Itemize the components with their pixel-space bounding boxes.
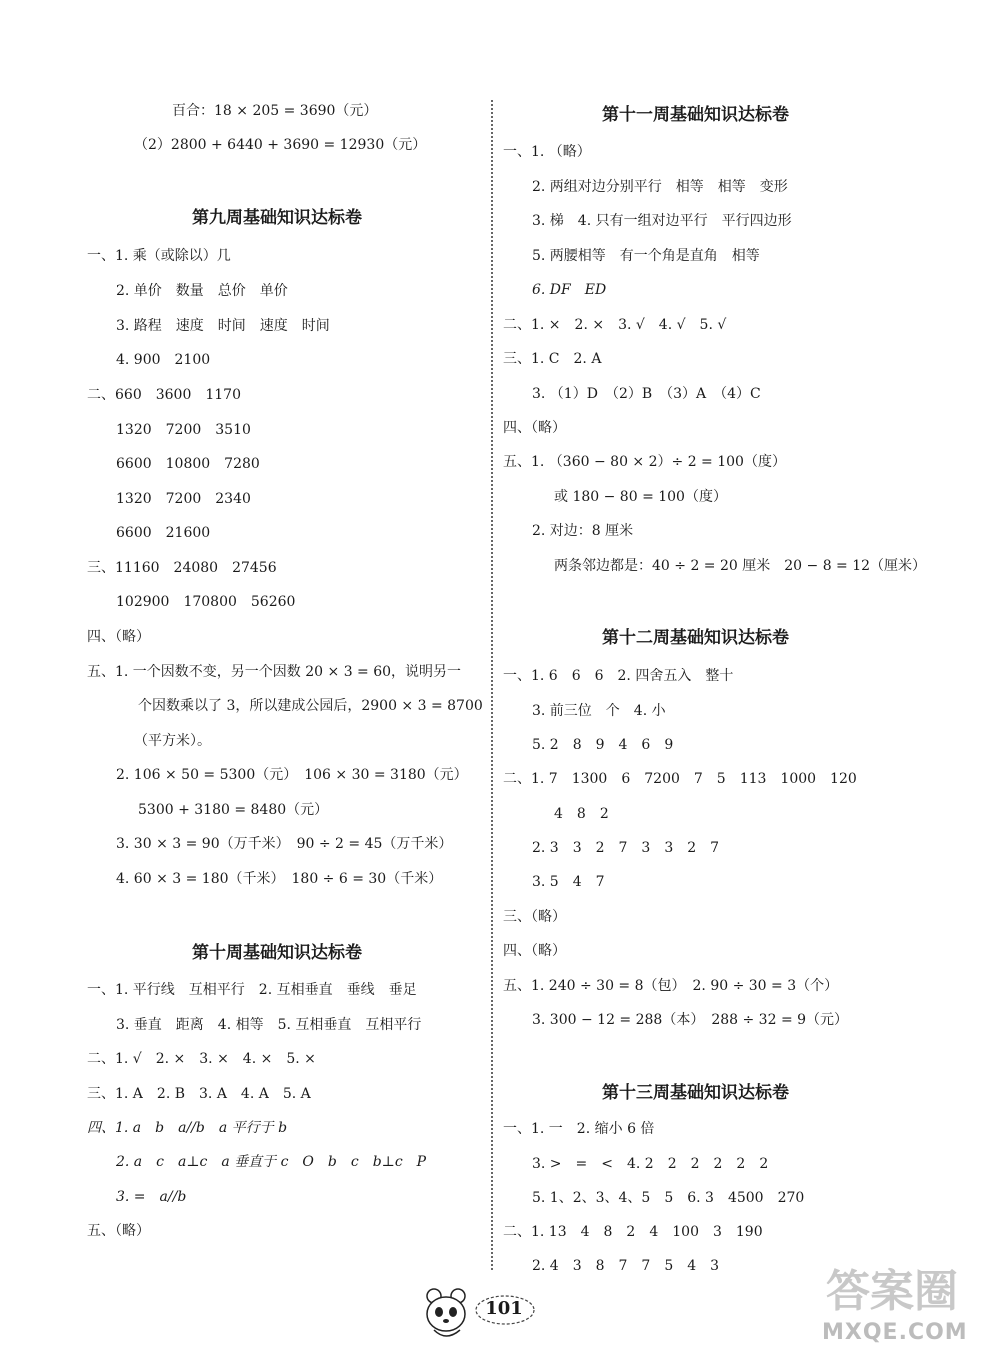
answer-line: 个因数乘以了 3，所以建成公园后，2900 × 3 = 8700 [138,698,483,714]
watermark-logo-text: 答案圈 [826,1266,958,1317]
answer-line: 二、1. 7 1300 6 7200 7 5 113 1000 120 [503,771,857,787]
answer-line: 6600 10800 7280 [116,456,260,472]
answer-line: 四、（略） [503,943,566,959]
answer-line: 2. 4 3 8 7 7 5 4 3 [532,1258,720,1274]
answer-line: 三、1. A 2. B 3. A 4. A 5. A [87,1086,311,1102]
answer-line: 五、1. （360 − 80 × 2）÷ 2 = 100（度） [503,454,786,470]
answer-line: 2. 106 × 50 = 5300（元） 106 × 30 = 3180（元） [116,767,468,783]
watermark-logo-icon [820,1258,995,1318]
section-title-week12: 第十二周基础知识达标卷 [602,628,789,648]
section-title-week9: 第九周基础知识达标卷 [192,208,362,228]
answer-line: 3. （1）D （2）B （3）A （4）C [532,386,761,402]
answer-line: 2. 两组对边分别平行 相等 相等 变形 [532,179,788,195]
answer-line: 百合：18 × 205 = 3690（元） [172,103,378,119]
section-title-week13: 第十三周基础知识达标卷 [602,1083,789,1103]
answer-line: 四、（略） [87,629,150,645]
answer-line: （平方米）。 [134,733,211,749]
answer-line: 四、1. a b a//b a 平行于 b [87,1120,288,1136]
answer-line: 3. > = < 4. 2 2 2 2 2 2 [532,1156,769,1172]
answer-line: 2. 单价 数量 总价 单价 [116,283,288,299]
answer-line: 3. 5 4 7 [532,874,605,890]
answer-line: 一、1. 一 2. 缩小 6 倍 [503,1121,655,1137]
answer-line: 3. 垂直 距离 4. 相等 5. 互相垂直 互相平行 [116,1017,422,1033]
answer-line: 五、（略） [87,1223,150,1239]
answer-line: 102900 170800 56260 [116,594,296,610]
answer-line: 1320 7200 3510 [116,422,251,438]
answer-line: 3. = a//b [116,1189,187,1205]
answer-line: 一、1. 6 6 6 2. 四舍五入 整十 [503,668,734,684]
answer-line: 6600 21600 [116,525,211,541]
answer-line: 3. 路程 速度 时间 速度 时间 [116,318,330,334]
section-title-week10: 第十周基础知识达标卷 [192,943,362,963]
answer-line: 2. 对边：8 厘米 [532,523,634,539]
answer-line: 一、1. 乘（或除以）几 [87,248,231,264]
answer-line: 3. 梯 4. 只有一组对边平行 平行四边形 [532,213,792,229]
page-number: 101 [485,1298,523,1319]
answer-line: 3. 30 × 3 = 90（万千米） 90 ÷ 2 = 45（万千米） [116,836,453,852]
answer-line: 5. 1、2、3、4、5 5 6. 3 4500 270 [532,1190,805,1206]
answer-line: 4. 900 2100 [116,352,211,368]
watermark-site: MXQE.COM [822,1320,968,1345]
answer-line: 二、1. × 2. × 3. √ 4. √ 5. √ [503,317,727,333]
answer-line: 1320 7200 2340 [116,491,251,507]
answer-line: 五、1. 一个因数不变，另一个因数 20 × 3 = 60，说明另一 [87,664,462,680]
answer-line: 三、（略） [503,909,566,925]
answer-line: 二、1. 13 4 8 2 4 100 3 190 [503,1224,763,1240]
answer-line: 4 8 2 [554,806,609,822]
answer-line: 或 180 − 80 = 100（度） [554,489,727,505]
section-title-week11: 第十一周基础知识达标卷 [602,105,789,125]
answer-line: 5. 两腰相等 有一个角是直角 相等 [532,248,760,264]
answer-line: 2. 3 3 2 7 3 3 2 7 [532,840,720,856]
answer-line: 4. 60 × 3 = 180（千米） 180 ÷ 6 = 30（千米） [116,871,443,887]
answer-line: 6. DF ED [532,282,607,298]
answer-line: 5. 2 8 9 4 6 9 [532,737,674,753]
answer-line: 二、1. √ 2. × 3. × 4. × 5. × [87,1051,316,1067]
answer-line: 二、660 3600 1170 [87,387,241,403]
answer-line: 两条邻边都是：40 ÷ 2 = 20 厘米 20 − 8 = 12（厘米） [554,558,927,574]
answer-line: 2. a c a⊥c a 垂直于 c O b c b⊥c P [116,1154,427,1170]
answer-line: 3. 前三位 个 4. 小 [532,703,666,719]
mascot-icon [420,1286,480,1346]
answer-line: 3. 300 − 12 = 288（本） 288 ÷ 32 = 9（元） [532,1012,849,1028]
column-divider [491,100,493,1270]
answer-line: （2）2800 + 6440 + 3690 = 12930（元） [134,137,427,153]
answer-line: 三、11160 24080 27456 [87,560,277,576]
answer-line: 五、1. 240 ÷ 30 = 8（包） 2. 90 ÷ 30 = 3（个） [503,978,839,994]
answer-line: 四、（略） [503,420,566,436]
answer-line: 一、1. 平行线 互相平行 2. 互相垂直 垂线 垂足 [87,982,417,998]
answer-line: 三、1. C 2. A [503,351,602,367]
answer-line: 5300 + 3180 = 8480（元） [138,802,329,818]
answer-line: 一、1. （略） [503,144,591,160]
